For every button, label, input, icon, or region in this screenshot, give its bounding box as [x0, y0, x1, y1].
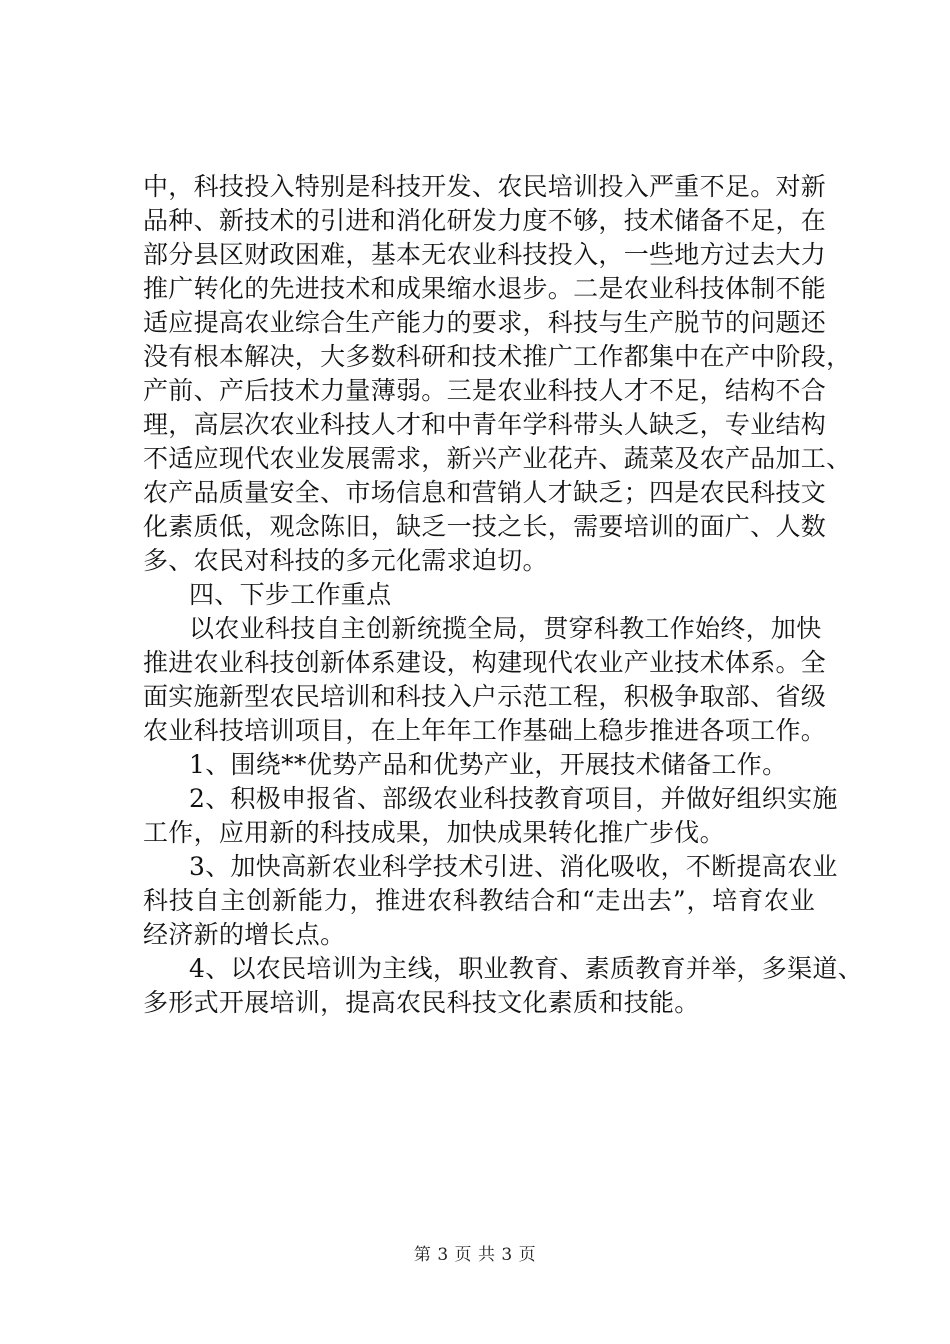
text-line: 理，高层次农业科技人才和中青年学科带头人缺乏，专业结构	[143, 410, 827, 439]
text-line: 不适应现代农业发展需求，新兴产业花卉、蔬菜及农产品加工、	[143, 444, 852, 473]
text-line: 部分县区财政困难，基本无农业科技投入，一些地方过去大力	[143, 240, 827, 269]
text-line: 经济新的增长点。	[143, 920, 346, 949]
text-line: 农产品质量安全、市场信息和营销人才缺乏；四是农民科技文	[143, 478, 827, 507]
document-body	[143, 170, 864, 1020]
text-line: 适应提高农业综合生产能力的要求，科技与生产脱节的问题还	[143, 308, 827, 337]
list-item: 1、围绕**优势产品和优势产业，开展技术储备工作。	[189, 750, 788, 779]
text-line: 推进农业科技创新体系建设，构建现代农业产业技术体系。全	[143, 648, 827, 677]
page-number-footer: 第 3 页 共 3 页	[413, 1245, 537, 1265]
text-line: 化素质低，观念陈旧，缺乏一技之长，需要培训的面广、人数	[143, 512, 827, 541]
text-line: 面实施新型农民培训和科技入户示范工程，积极争取部、省级	[143, 682, 827, 711]
list-item: 2、积极申报省、部级农业科技教育项目，并做好组织实施	[189, 784, 838, 813]
text-line: 品种、新技术的引进和消化研发力度不够，技术储备不足，在	[143, 206, 827, 235]
text-line: 推广转化的先进技术和成果缩水退步。二是农业科技体制不能	[143, 274, 827, 303]
text-line: 产前、产后技术力量薄弱。三是农业科技人才不足，结构不合	[143, 376, 827, 405]
text-line: 科技自主创新能力，推进农科教结合和“走出去”，培育农业	[143, 886, 815, 915]
text-line: 工作，应用新的科技成果，加快成果转化推广步伐。	[143, 818, 725, 847]
text-line: 多、农民对科技的多元化需求迫切。	[143, 546, 548, 575]
list-item: 4、以农民培训为主线，职业教育、素质教育并举，多渠道、	[189, 954, 864, 983]
text-line: 没有根本解决，大多数科研和技术推广工作都集中在产中阶段，	[143, 342, 852, 371]
section-heading: 四、下步工作重点	[189, 580, 392, 609]
list-item: 3、加快高新农业科学技术引进、消化吸收，不断提高农业	[189, 852, 838, 881]
text-line: 农业科技培训项目，在上年年工作基础上稳步推进各项工作。	[143, 716, 827, 745]
text-line: 中，科技投入特别是科技开发、农民培训投入严重不足。对新	[143, 172, 827, 201]
text-line: 多形式开展培训，提高农民科技文化素质和技能。	[143, 988, 700, 1017]
text-line: 以农业科技自主创新统揽全局，贯穿科教工作始终，加快	[189, 614, 822, 643]
